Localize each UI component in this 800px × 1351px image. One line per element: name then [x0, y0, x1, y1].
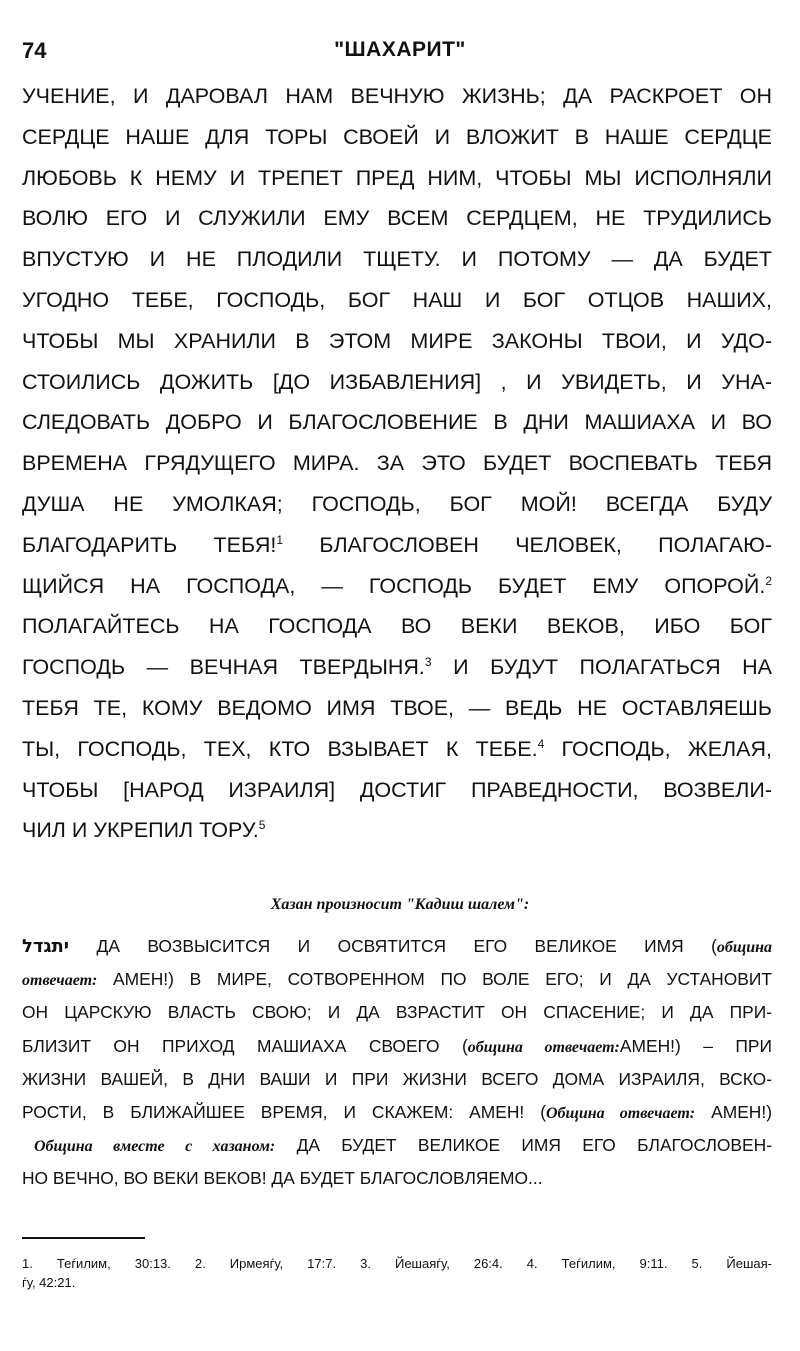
kaddish-line: ОН ЦАРСКУЮ ВЛАСТЬ СВОЮ; И ДА ВЗРАСТИТ ОН СПАСЕНИЕ; И ДА ПРИ- — [22, 1002, 772, 1023]
kaddish-line: НО ВЕЧНО, ВО ВЕКИ ВЕКОВ! ДА БУДЕТ БЛАГОСЛОВЛЯЕМО... — [22, 1168, 543, 1189]
footnote-marker: 1 — [276, 532, 284, 547]
footnote-marker: 4 — [537, 736, 545, 751]
text-line: ДУША НЕ УМОЛКАЯ; ГОСПОДЬ, БОГ МОЙ! ВСЕГДА БУДУ — [22, 491, 772, 516]
footnote-marker: 2 — [765, 573, 772, 588]
text-segment: АМЕН!) – ПРИ — [619, 1035, 772, 1056]
text-segment: ДА ВОЗВЫСИТСЯ И ОСВЯТИТСЯ ЕГО ВЕЛИКОЕ ИМЯ ( — [96, 936, 717, 956]
kaddish-line — [22, 963, 772, 996]
response-instruction: Община вместе с хазаном: — [34, 1138, 276, 1156]
text-line: УЧЕНИЕ, И ДАРОВАЛ НАМ ВЕЧНУЮ ЖИЗНЬ; ДА РАСКРОЕТ ОН — [22, 84, 772, 108]
text-line: ТЕБЯ ТЕ, КОМУ ВЕДОМО ИМЯ ТВОЕ, — ВЕДЬ НЕ ОСТАВЛЯЕШЬ — [22, 695, 772, 720]
main-text — [22, 76, 772, 851]
text-segment: ГОСПОДЬ, ЖЕЛАЯ, — [561, 736, 772, 761]
kaddish-line — [22, 1096, 772, 1129]
text-segment: ЩИЙСЯ НА ГОСПОДА, — ГОСПОДЬ БУДЕТ ЕМУ ОПОРОЙ. — [22, 573, 766, 598]
footnote-divider — [22, 1237, 145, 1239]
running-title: "ШАХАРИТ" — [334, 38, 466, 61]
rubric-instruction: Хазан произносит "Кадиш шалем": — [270, 896, 530, 913]
kaddish-line — [22, 1129, 772, 1162]
response-instruction: отвечает: — [22, 972, 98, 990]
text-line: ВПУСТУЮ И НЕ ПЛОДИЛИ ТЩЕТУ. И ПОТОМУ — ДА БУДЕТ — [22, 247, 772, 272]
page-number: 74 — [22, 38, 47, 63]
text-line: ЧТОБЫ МЫ ХРАНИЛИ В ЭТОМ МИРЕ ЗАКОНЫ ТВОИ, И УДО- — [22, 328, 772, 353]
text-line — [22, 647, 772, 688]
text-segment: ТЫ, ГОСПОДЬ, ТЕХ, КТО ВЗЫВАЕТ К ТЕБЕ. — [22, 736, 538, 761]
footnote-line: 1. Теѓилим, 30:13. 2. Ирмеяѓу, 17:7. 3. Йешаяѓу, 26:4. 4. Теѓилим, 9:11. 5. Йешая- — [22, 1256, 772, 1271]
text-segment: АМЕН!) В МИРЕ, СОТВОРЕННОМ ПО ВОЛЕ ЕГО; И ДА УСТАНОВИТ — [113, 969, 772, 990]
kaddish-line — [22, 930, 772, 963]
response-instruction: община — [716, 939, 772, 956]
footnote-line: ѓу, 42:21. — [22, 1275, 76, 1290]
text-line: ЛЮБОВЬ К НЕМУ И ТРЕПЕТ ПРЕД НИМ, ЧТОБЫ МЫ ИСПОЛНЯЛИ — [22, 165, 772, 190]
response-instruction: община отвечает: — [467, 1038, 620, 1056]
text-line — [22, 729, 772, 770]
text-line: ВРЕМЕНА ГРЯДУЩЕГО МИРА. ЗА ЭТО БУДЕТ ВОСПЕВАТЬ ТЕБЯ — [22, 451, 772, 476]
kaddish-line — [22, 1030, 772, 1063]
text-segment: РОСТИ, В БЛИЖАЙШЕЕ ВРЕМЯ, И СКАЖЕМ: АМЕН! ( — [22, 1101, 546, 1122]
text-segment: ГОСПОДЬ — ВЕЧНАЯ ТВЕРДЫНЯ. — [22, 655, 425, 680]
hebrew-word: יתגדל — [22, 936, 70, 957]
text-line: СЕРДЦЕ НАШЕ ДЛЯ ТОРЫ СВОЕЙ И ВЛОЖИТ В НАШЕ СЕРДЦЕ — [22, 124, 772, 149]
kaddish-line: ЖИЗНИ ВАШЕЙ, В ДНИ ВАШИ И ПРИ ЖИЗНИ ВСЕГО ДОМА ИЗРАИЛЯ, ВСКО- — [22, 1068, 772, 1089]
text-line: СТОИЛИСЬ ДОЖИТЬ [ДО ИЗБАВЛЕНИЯ] , И УВИДЕТЬ, И УНА- — [22, 369, 772, 394]
text-segment: ЧИЛ И УКРЕПИЛ ТОРУ. — [22, 818, 259, 843]
text-segment: БЛАГОСЛОВЕН ЧЕЛОВЕК, ПОЛАГАЮ- — [319, 532, 772, 557]
text-line: СЛЕДОВАТЬ ДОБРО И БЛАГОСЛОВЕНИЕ В ДНИ МАШИАХА И ВО — [22, 410, 772, 435]
text-segment: ДА БУДЕТ ВЕЛИКОЕ ИМЯ ЕГО БЛАГОСЛОВЕН- — [296, 1135, 772, 1156]
footnotes — [22, 1254, 772, 1292]
text-line — [22, 525, 772, 566]
text-segment: БЛАГОДАРИТЬ ТЕБЯ! — [22, 532, 277, 557]
text-line: ЧТОБЫ [НАРОД ИЗРАИЛЯ] ДОСТИГ ПРАВЕДНОСТИ, ВОЗВЕЛИ- — [22, 777, 772, 802]
text-segment: АМЕН!) — [711, 1101, 772, 1122]
kaddish-text — [22, 930, 772, 1196]
text-line — [22, 566, 772, 607]
text-line — [22, 810, 772, 851]
footnote-marker: 3 — [424, 655, 432, 669]
text-segment: И БУДУТ ПОЛАГАТЬСЯ НА — [453, 655, 772, 680]
footnote-marker: 5 — [258, 818, 266, 833]
text-line: ПОЛАГАЙТЕСЬ НА ГОСПОДА ВО ВЕКИ ВЕКОВ, ИБО БОГ — [22, 614, 772, 639]
text-line: УГОДНО ТЕБЕ, ГОСПОДЬ, БОГ НАШ И БОГ ОТЦОВ НАШИХ, — [22, 287, 772, 312]
text-segment: БЛИЗИТ ОН ПРИХОД МАШИАХА СВОЕГО ( — [22, 1035, 468, 1056]
response-instruction: Община отвечает: — [546, 1104, 696, 1122]
text-line: ВОЛЮ ЕГО И СЛУЖИЛИ ЕМУ ВСЕМ СЕРДЦЕМ, НЕ ТРУДИЛИСЬ — [22, 206, 772, 231]
